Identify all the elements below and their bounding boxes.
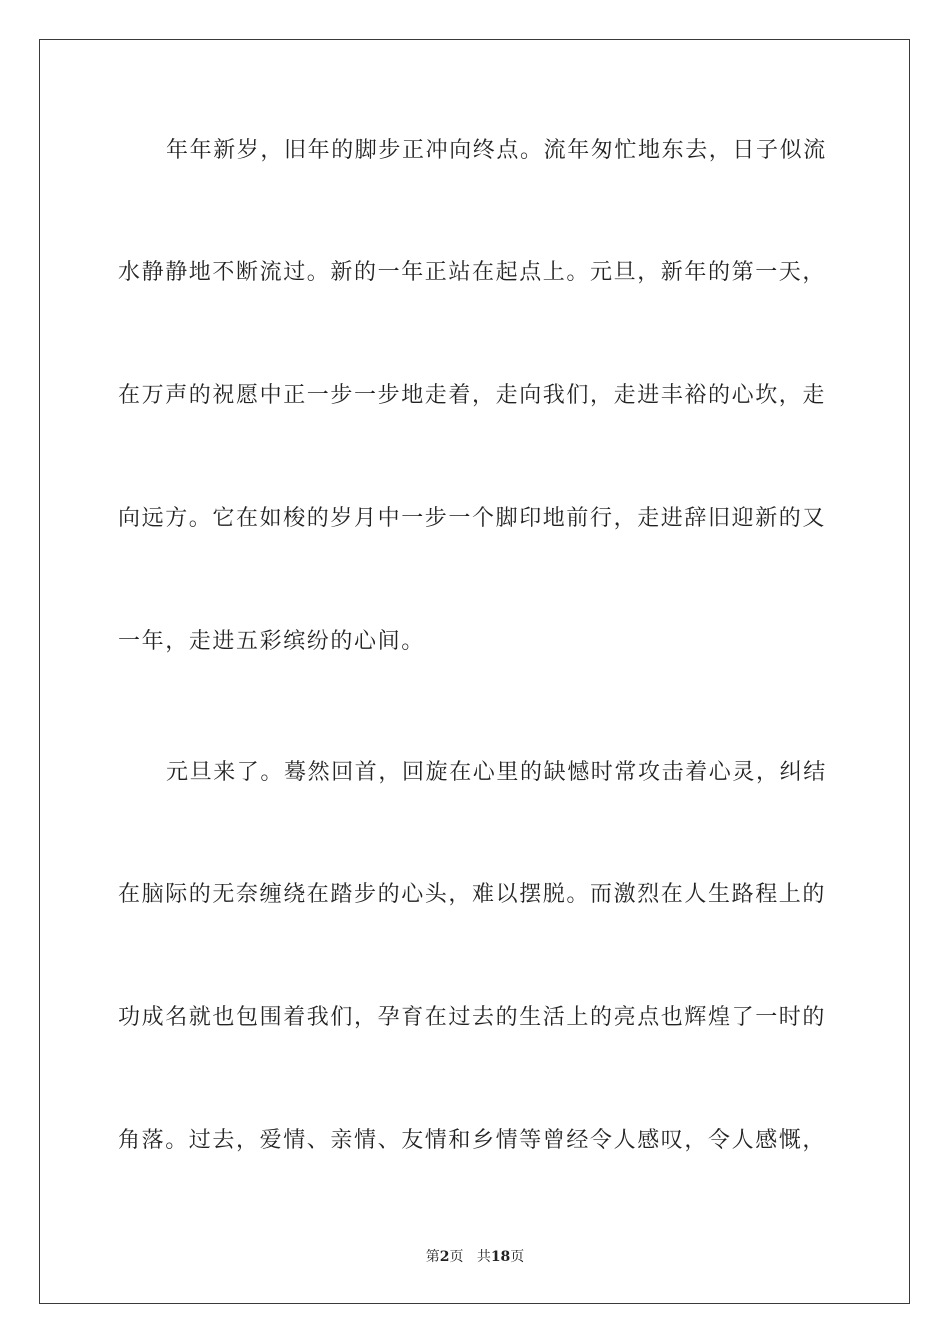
paragraph-1-line-1: 年年新岁，旧年的脚步正冲向终点。流年匆忙地东去，日子似流: [166, 138, 827, 163]
paragraph-1-line-3: 在万声的祝愿中正一步一步地走着，走向我们，走进丰裕的心坎，走: [118, 383, 827, 408]
paragraph-1-line-2: 水静静地不断流过。新的一年正站在起点上。元旦，新年的第一天，: [118, 260, 827, 285]
paragraph-2-line-4: 角落。过去，爱情、亲情、友情和乡情等曾经令人感叹，令人感慨，: [118, 1128, 827, 1153]
page-border: [39, 39, 910, 1304]
paragraph-1-line-4: 向远方。它在如梭的岁月中一步一个脚印地前行，走进辞旧迎新的又: [118, 506, 827, 531]
page-suffix: 页: [449, 1249, 464, 1265]
page-footer: [0, 1246, 950, 1266]
page-prefix: 第: [425, 1249, 440, 1265]
page-number: 2: [439, 1249, 450, 1265]
paragraph-2-line-3: 功成名就也包围着我们，孕育在过去的生活上的亮点也辉煌了一时的: [118, 1005, 827, 1030]
paragraph-2-line-1: 元旦来了。蓦然回首，回旋在心里的缺憾时常攻击着心灵，纠结: [166, 760, 827, 785]
total-suffix: 页: [510, 1249, 525, 1265]
total-prefix: 共: [476, 1249, 491, 1265]
paragraph-1-line-5: 一年，走进五彩缤纷的心间。: [118, 629, 425, 654]
total-pages: 18: [490, 1249, 511, 1265]
paragraph-2-line-2: 在脑际的无奈缠绕在踏步的心头，难以摆脱。而激烈在人生路程上的: [118, 882, 827, 907]
